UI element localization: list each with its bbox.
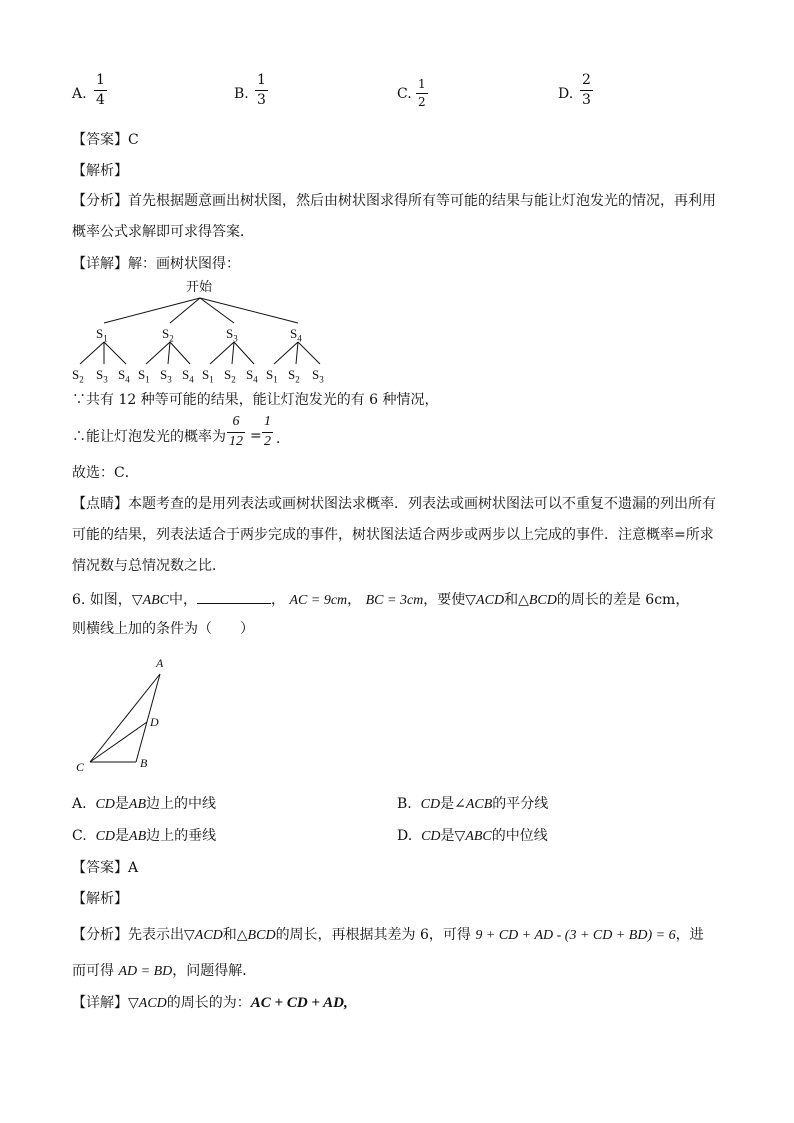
fenxi-text: 【分析】先表示出 — [72, 927, 184, 943]
tree-level1-node-1: $S_1$ — [96, 326, 108, 344]
option-c-numerator: 1 — [418, 77, 426, 91]
fenxi-text: 而可得 — [72, 963, 114, 979]
xiangjie-text: 【详解】 — [72, 995, 128, 1011]
tree-level2-node-1: $S_2$ — [72, 367, 84, 385]
option-label: C. — [72, 828, 87, 844]
q6-number: 6. 如图， — [72, 592, 132, 608]
option-label: D. — [397, 828, 413, 844]
q6-xiangjie-line — [72, 996, 348, 1011]
option-math: ∠ACB — [454, 797, 493, 812]
option-label: B. — [397, 796, 412, 812]
tree-level2-node-6: $S_4$ — [182, 367, 194, 385]
option-b-label: B. — [234, 86, 249, 102]
frac2-denominator: 2 — [264, 433, 271, 449]
vertex-d-label: D — [150, 715, 159, 729]
q6-stem-line1 — [72, 591, 689, 608]
frac1-numerator: 6 — [232, 414, 240, 429]
probability-fraction-6-12 — [227, 415, 245, 449]
q6-fenxi-line1 — [72, 928, 704, 943]
option-c-denominator: 2 — [418, 94, 426, 109]
option-text: 边上的垂线 — [146, 828, 217, 844]
fenxi-triangle-bcd: △BCD — [236, 928, 276, 943]
tree-level1-node-2: $S_2$ — [162, 326, 174, 344]
fenxi-equation: AD = BD — [118, 964, 173, 979]
q5-choice: 故选：C． — [72, 465, 139, 481]
q5-xiangjie: 【详解】解：画树状图得： — [72, 256, 240, 272]
fenxi-equation: 9 + CD + AD - (3 + CD + BD) = 6 — [475, 928, 676, 943]
option-math: AB — [129, 829, 147, 844]
q6-answer: 【答案】A — [72, 860, 139, 876]
q6-fenxi-line2 — [72, 964, 256, 979]
tree-level2-node-11: $S_2$ — [288, 367, 300, 385]
option-b-denominator: 3 — [257, 91, 266, 108]
q5-answer: 【答案】C — [72, 132, 139, 148]
frac1-denominator: 12 — [229, 433, 243, 449]
xiangjie-triangle-acd: ▽ACD — [128, 996, 167, 1011]
vertex-b-label: B — [140, 756, 148, 770]
q6-option-a[interactable] — [72, 797, 216, 812]
q6-triangle-abc: ▽ABC — [131, 593, 170, 608]
vertex-a-label: A — [156, 656, 164, 670]
fenxi-text: 和 — [222, 927, 237, 943]
q6-text: ， — [347, 592, 362, 608]
tree-root: 开始 — [186, 280, 213, 295]
option-text: 是 — [440, 828, 455, 844]
option-d-fraction — [580, 73, 593, 107]
option-text: 的中位线 — [491, 828, 548, 844]
tree-level2-node-2: $S_3$ — [96, 367, 108, 385]
option-a-denominator: 4 — [96, 91, 105, 108]
q5-dianjing-line2: 可能的结果，列表法适合于两步完成的事件，树状图法适合两步或两步以上完成的事件．注意概率=所求 — [72, 527, 714, 543]
option-text: 是 — [440, 796, 455, 812]
xiangjie-text: 的周长的为： — [166, 995, 251, 1011]
q6-text: 的周长的差是 6cm， — [556, 592, 690, 608]
tree-level2-node-4: $S_1$ — [138, 367, 150, 385]
q6-text: ，要使 — [423, 592, 466, 608]
q5-therefore: ∴能让灯泡发光的概率为 — [72, 429, 226, 445]
option-b-numerator: 1 — [257, 72, 266, 88]
q5-analysis-title: 【解析】 — [72, 163, 128, 179]
vertex-c-label: C — [76, 760, 85, 774]
q6-answer-blank[interactable] — [197, 591, 271, 604]
tree-level1-node-4: $S_4$ — [290, 326, 302, 344]
tree-level2-node-10: $S_1$ — [266, 367, 278, 385]
option-label: A. — [72, 796, 87, 812]
q6-text: 中， — [169, 592, 198, 608]
option-c-label: C. — [397, 86, 412, 102]
tree-level2-node-8: $S_2$ — [224, 367, 236, 385]
option-b-fraction — [255, 73, 268, 107]
option-text: 是 — [115, 828, 130, 844]
option-text: 是 — [114, 796, 129, 812]
q6-bc-length: BC = 3cm — [365, 593, 424, 608]
q6-option-c[interactable] — [72, 829, 216, 844]
option-a-label: A. — [72, 86, 87, 102]
tree-level2-node-7: $S_1$ — [202, 367, 214, 385]
fenxi-triangle-acd: ▽ACD — [184, 928, 223, 943]
option-a-numerator: 1 — [96, 72, 105, 88]
q6-option-b[interactable] — [397, 797, 548, 812]
q6-option-d[interactable] — [397, 829, 548, 844]
q6-triangle-acd: ▽ACD — [465, 593, 505, 608]
fenxi-text: ，进 — [675, 927, 704, 943]
option-c-fraction — [416, 78, 428, 108]
q6-analysis-title: 【解析】 — [72, 891, 128, 907]
option-math: AB — [128, 797, 147, 812]
q6-text: ， — [271, 592, 286, 608]
q6-triangle-bcd: △BCD — [518, 593, 557, 608]
option-math: CD — [95, 797, 115, 812]
q5-fenxi-line1: 【分析】首先根据题意画出树状图，然后由树状图求得所有等可能的结果与能让灯泡发光的情况，再利用 — [72, 193, 716, 209]
q6-ac-length: AC = 9cm — [289, 593, 348, 608]
option-d-numerator: 2 — [582, 72, 591, 88]
tree-level2-node-12: $S_3$ — [312, 367, 324, 385]
option-d-denominator: 3 — [582, 91, 591, 108]
option-text: 的平分线 — [492, 796, 549, 812]
q5-fenxi-line2: 概率公式求解即可求得答案． — [72, 224, 254, 240]
option-math: CD — [95, 829, 116, 844]
option-a-fraction — [94, 73, 107, 107]
equals-sign: = — [250, 428, 262, 444]
xiangjie-expression: AC + CD + AD, — [250, 995, 348, 1011]
q5-because: ∵共有 12 种等可能的结果，能让灯泡发光的有 6 种情况， — [72, 392, 439, 408]
option-math: CD — [420, 797, 441, 812]
tree-level1-node-3: $S_3$ — [226, 326, 238, 344]
option-d-label: D. — [558, 86, 574, 102]
q6-text: 和 — [504, 592, 519, 608]
option-text: 边上的中线 — [146, 796, 217, 812]
q5-dianjing-line1: 【点睛】本题考查的是用列表法或画树状图法求概率．列表法或画树状图法可以不重复不遗漏的列出所有 — [72, 496, 716, 512]
tree-level2-node-5: $S_3$ — [160, 367, 172, 385]
q6-stem-line2: 则横线上加的条件为（ ） — [72, 621, 254, 637]
fenxi-text: 的周长，再根据其差为 6，可得 — [275, 927, 471, 943]
q5-dianjing-line3: 情况数与总情况数之比． — [72, 558, 226, 574]
segment-cd — [90, 722, 147, 762]
period: ． — [276, 431, 290, 447]
probability-fraction-1-2 — [262, 415, 273, 449]
tree-edges — [80, 298, 320, 364]
option-math: CD — [421, 829, 441, 844]
fenxi-text: ，问题得解． — [172, 963, 257, 979]
frac2-numerator: 1 — [264, 414, 271, 429]
tree-level2-node-3: $S_4$ — [118, 367, 130, 385]
tree-level2-node-9: $S_4$ — [246, 367, 258, 385]
option-math: ▽ABC — [454, 829, 492, 844]
